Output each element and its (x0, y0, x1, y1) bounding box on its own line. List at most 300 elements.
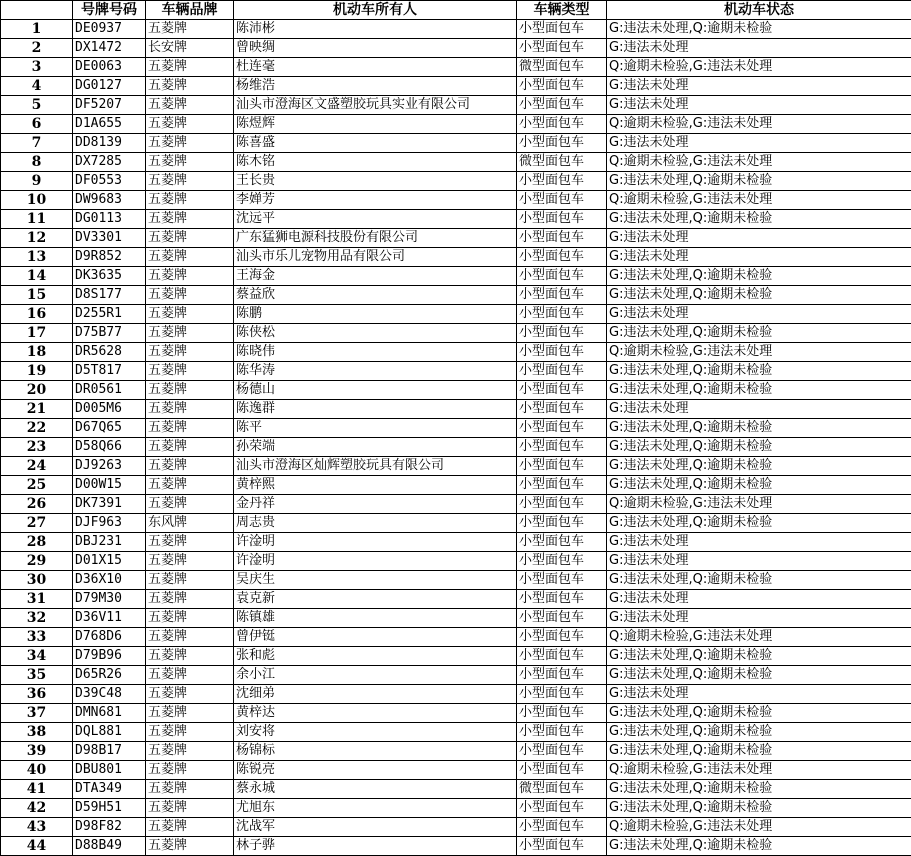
plate-number-cell: D98B17 (73, 742, 146, 761)
vehicle-owner-cell: 陈晓伟 (234, 343, 517, 362)
vehicle-owner-cell: 陈沛彬 (234, 20, 517, 39)
row-number-cell: 41 (1, 780, 73, 799)
vehicle-type-cell: 小型面包车 (517, 248, 607, 267)
vehicle-brand-cell: 东风牌 (146, 514, 234, 533)
vehicle-type-cell: 小型面包车 (517, 191, 607, 210)
vehicle-brand-cell: 五菱牌 (146, 590, 234, 609)
plate-number-cell: DJF963 (73, 514, 146, 533)
vehicle-brand-cell: 五菱牌 (146, 267, 234, 286)
vehicle-type-cell: 小型面包车 (517, 742, 607, 761)
row-number-cell: 5 (1, 96, 73, 115)
vehicle-owner-cell: 陈侠松 (234, 324, 517, 343)
vehicle-status-cell: G:违法未处理 (607, 590, 911, 609)
vehicle-type-cell: 微型面包车 (517, 153, 607, 172)
plate-number-cell: DMN681 (73, 704, 146, 723)
plate-number-cell: D01X15 (73, 552, 146, 571)
vehicle-type-cell: 小型面包车 (517, 77, 607, 96)
vehicle-type-cell: 小型面包车 (517, 685, 607, 704)
vehicle-type-cell: 小型面包车 (517, 476, 607, 495)
vehicle-owner-cell: 陈煜辉 (234, 115, 517, 134)
vehicle-type-cell: 小型面包车 (517, 115, 607, 134)
table-row (1, 115, 911, 134)
vehicle-owner-cell: 尤旭东 (234, 799, 517, 818)
header-vehicle-status: 机动车状态 (607, 1, 911, 20)
row-number-cell: 31 (1, 590, 73, 609)
table-body (1, 20, 911, 856)
vehicle-status-cell: G:违法未处理,Q:逾期未检验 (607, 210, 911, 229)
vehicle-brand-cell: 五菱牌 (146, 761, 234, 780)
vehicle-status-cell: Q:逾期未检验,G:违法未处理 (607, 153, 911, 172)
vehicle-type-cell: 小型面包车 (517, 457, 607, 476)
row-number-cell: 26 (1, 495, 73, 514)
vehicle-status-cell: G:违法未处理,Q:逾期未检验 (607, 362, 911, 381)
vehicle-owner-cell: 许淦明 (234, 533, 517, 552)
table-row (1, 628, 911, 647)
vehicle-brand-cell: 长安牌 (146, 39, 234, 58)
plate-number-cell: D8S177 (73, 286, 146, 305)
vehicle-type-cell: 小型面包车 (517, 210, 607, 229)
table-header (1, 1, 911, 20)
vehicle-status-cell: G:违法未处理,Q:逾期未检验 (607, 780, 911, 799)
vehicle-type-cell: 小型面包车 (517, 134, 607, 153)
row-number-cell: 21 (1, 400, 73, 419)
vehicle-brand-cell: 五菱牌 (146, 400, 234, 419)
vehicle-type-cell: 小型面包车 (517, 590, 607, 609)
vehicle-owner-cell: 金丹祥 (234, 495, 517, 514)
plate-number-cell: DJ9263 (73, 457, 146, 476)
vehicle-type-cell: 小型面包车 (517, 666, 607, 685)
table-row (1, 571, 911, 590)
plate-number-cell: D88B49 (73, 837, 146, 856)
plate-number-cell: DR5628 (73, 343, 146, 362)
vehicle-status-cell: G:违法未处理,Q:逾期未检验 (607, 324, 911, 343)
table-row (1, 590, 911, 609)
vehicle-brand-cell: 五菱牌 (146, 172, 234, 191)
vehicle-type-cell: 小型面包车 (517, 799, 607, 818)
plate-number-cell: DG0127 (73, 77, 146, 96)
header-vehicle-brand: 车辆品牌 (146, 1, 234, 20)
vehicle-type-cell: 小型面包车 (517, 514, 607, 533)
vehicle-type-cell: 小型面包车 (517, 837, 607, 856)
vehicle-brand-cell: 五菱牌 (146, 324, 234, 343)
vehicle-brand-cell: 五菱牌 (146, 438, 234, 457)
row-number-cell: 37 (1, 704, 73, 723)
vehicle-status-cell: G:违法未处理 (607, 96, 911, 115)
vehicle-brand-cell: 五菱牌 (146, 191, 234, 210)
row-number-cell: 24 (1, 457, 73, 476)
table-row (1, 191, 911, 210)
table-row (1, 172, 911, 191)
row-number-cell: 20 (1, 381, 73, 400)
vehicle-status-cell: G:违法未处理 (607, 609, 911, 628)
table-row (1, 248, 911, 267)
vehicle-brand-cell: 五菱牌 (146, 628, 234, 647)
table-row (1, 457, 911, 476)
vehicle-owner-cell: 黄梓达 (234, 704, 517, 723)
table-row (1, 267, 911, 286)
row-number-cell: 33 (1, 628, 73, 647)
vehicle-type-cell: 小型面包车 (517, 818, 607, 837)
vehicle-owner-cell: 黄梓熙 (234, 476, 517, 495)
vehicle-owner-cell: 杨维浩 (234, 77, 517, 96)
row-number-cell: 8 (1, 153, 73, 172)
vehicle-status-cell: Q:逾期未检验,G:违法未处理 (607, 191, 911, 210)
vehicle-owner-cell: 陈锐亮 (234, 761, 517, 780)
vehicle-brand-cell: 五菱牌 (146, 647, 234, 666)
row-number-cell: 25 (1, 476, 73, 495)
vehicle-status-cell: G:违法未处理,Q:逾期未检验 (607, 514, 911, 533)
row-number-cell: 29 (1, 552, 73, 571)
vehicle-type-cell: 小型面包车 (517, 495, 607, 514)
row-number-cell: 12 (1, 229, 73, 248)
row-number-cell: 7 (1, 134, 73, 153)
plate-number-cell: DR0561 (73, 381, 146, 400)
vehicle-brand-cell: 五菱牌 (146, 115, 234, 134)
vehicle-type-cell: 微型面包车 (517, 58, 607, 77)
row-number-cell: 34 (1, 647, 73, 666)
vehicle-status-cell: G:违法未处理,Q:逾期未检验 (607, 647, 911, 666)
vehicle-type-cell: 小型面包车 (517, 96, 607, 115)
vehicle-brand-cell: 五菱牌 (146, 723, 234, 742)
vehicle-brand-cell: 五菱牌 (146, 666, 234, 685)
plate-number-cell: D36V11 (73, 609, 146, 628)
plate-number-cell: DX7285 (73, 153, 146, 172)
vehicle-type-cell: 小型面包车 (517, 438, 607, 457)
plate-number-cell: D255R1 (73, 305, 146, 324)
table-row (1, 609, 911, 628)
vehicle-status-cell: G:违法未处理,Q:逾期未检验 (607, 666, 911, 685)
table-row (1, 476, 911, 495)
vehicle-owner-cell: 袁克新 (234, 590, 517, 609)
vehicle-owner-cell: 杨德山 (234, 381, 517, 400)
table-row (1, 343, 911, 362)
vehicle-status-cell: G:违法未处理,Q:逾期未检验 (607, 419, 911, 438)
plate-number-cell: D36X10 (73, 571, 146, 590)
vehicle-owner-cell: 张和彪 (234, 647, 517, 666)
table-row (1, 742, 911, 761)
vehicle-owner-cell: 陈鹏 (234, 305, 517, 324)
vehicle-owner-cell: 曾伊铤 (234, 628, 517, 647)
vehicle-brand-cell: 五菱牌 (146, 248, 234, 267)
plate-number-cell: D00W15 (73, 476, 146, 495)
vehicle-type-cell: 小型面包车 (517, 533, 607, 552)
row-number-cell: 22 (1, 419, 73, 438)
table-row (1, 666, 911, 685)
vehicle-status-cell: Q:逾期未检验,G:违法未处理 (607, 115, 911, 134)
vehicle-status-cell: G:违法未处理,Q:逾期未检验 (607, 20, 911, 39)
vehicle-brand-cell: 五菱牌 (146, 685, 234, 704)
vehicle-brand-cell: 五菱牌 (146, 362, 234, 381)
row-number-cell: 30 (1, 571, 73, 590)
row-number-cell: 15 (1, 286, 73, 305)
table-row (1, 685, 911, 704)
vehicle-status-cell: G:违法未处理 (607, 134, 911, 153)
vehicle-brand-cell: 五菱牌 (146, 96, 234, 115)
plate-number-cell: DQL881 (73, 723, 146, 742)
table-row (1, 837, 911, 856)
table-row (1, 96, 911, 115)
vehicle-type-cell: 小型面包车 (517, 362, 607, 381)
table-row (1, 818, 911, 837)
vehicle-brand-cell: 五菱牌 (146, 58, 234, 77)
vehicle-status-cell: G:违法未处理,Q:逾期未检验 (607, 571, 911, 590)
vehicle-owner-cell: 蔡永城 (234, 780, 517, 799)
vehicle-owner-cell: 王长贵 (234, 172, 517, 191)
plate-number-cell: DE0063 (73, 58, 146, 77)
table-row (1, 229, 911, 248)
plate-number-cell: DW9683 (73, 191, 146, 210)
row-number-cell: 6 (1, 115, 73, 134)
vehicle-status-cell: G:违法未处理,Q:逾期未检验 (607, 438, 911, 457)
vehicle-brand-cell: 五菱牌 (146, 343, 234, 362)
vehicle-owner-cell: 李婵芳 (234, 191, 517, 210)
header-vehicle-type: 车辆类型 (517, 1, 607, 20)
vehicle-owner-cell: 蔡益欣 (234, 286, 517, 305)
header-row (1, 1, 911, 20)
vehicle-brand-cell: 五菱牌 (146, 799, 234, 818)
table-row (1, 39, 911, 58)
vehicle-status-cell: G:违法未处理,Q:逾期未检验 (607, 837, 911, 856)
vehicle-owner-cell: 汕头市澄海区灿辉塑胶玩具有限公司 (234, 457, 517, 476)
plate-number-cell: D58Q66 (73, 438, 146, 457)
vehicle-owner-cell: 汕头市乐儿宠物用品有限公司 (234, 248, 517, 267)
row-number-cell: 27 (1, 514, 73, 533)
plate-number-cell: DK3635 (73, 267, 146, 286)
vehicle-status-cell: G:违法未处理 (607, 533, 911, 552)
vehicle-type-cell: 小型面包车 (517, 609, 607, 628)
row-number-cell: 38 (1, 723, 73, 742)
table-row (1, 552, 911, 571)
vehicle-status-cell: Q:逾期未检验,G:违法未处理 (607, 495, 911, 514)
row-number-cell: 14 (1, 267, 73, 286)
vehicle-status-cell: G:违法未处理,Q:逾期未检验 (607, 457, 911, 476)
row-number-cell: 19 (1, 362, 73, 381)
vehicle-brand-cell: 五菱牌 (146, 837, 234, 856)
vehicle-brand-cell: 五菱牌 (146, 20, 234, 39)
table-row (1, 419, 911, 438)
vehicle-owner-cell: 周志贵 (234, 514, 517, 533)
vehicle-status-cell: G:违法未处理 (607, 248, 911, 267)
row-number-cell: 3 (1, 58, 73, 77)
table-row (1, 704, 911, 723)
table-row (1, 438, 911, 457)
row-number-cell: 13 (1, 248, 73, 267)
vehicle-owner-cell: 沈细弟 (234, 685, 517, 704)
plate-number-cell: D65R26 (73, 666, 146, 685)
table-row (1, 286, 911, 305)
row-number-cell: 18 (1, 343, 73, 362)
table-row (1, 799, 911, 818)
table-row (1, 780, 911, 799)
table-row (1, 77, 911, 96)
vehicle-status-cell: G:违法未处理 (607, 229, 911, 248)
vehicle-brand-cell: 五菱牌 (146, 571, 234, 590)
vehicle-owner-cell: 沈远平 (234, 210, 517, 229)
vehicle-type-cell: 小型面包车 (517, 305, 607, 324)
plate-number-cell: D9R852 (73, 248, 146, 267)
vehicle-owner-cell: 杜连毫 (234, 58, 517, 77)
plate-number-cell: DBJ231 (73, 533, 146, 552)
table-row (1, 381, 911, 400)
vehicle-brand-cell: 五菱牌 (146, 818, 234, 837)
vehicle-status-cell: G:违法未处理,Q:逾期未检验 (607, 723, 911, 742)
vehicle-brand-cell: 五菱牌 (146, 780, 234, 799)
plate-number-cell: D005M6 (73, 400, 146, 419)
vehicle-status-cell: Q:逾期未检验,G:违法未处理 (607, 818, 911, 837)
vehicle-owner-cell: 陈木铭 (234, 153, 517, 172)
plate-number-cell: D75B77 (73, 324, 146, 343)
vehicle-status-cell: G:违法未处理,Q:逾期未检验 (607, 267, 911, 286)
vehicle-brand-cell: 五菱牌 (146, 476, 234, 495)
row-number-cell: 43 (1, 818, 73, 837)
vehicle-type-cell: 小型面包车 (517, 324, 607, 343)
plate-number-cell: D67Q65 (73, 419, 146, 438)
vehicle-status-cell: G:违法未处理,Q:逾期未检验 (607, 286, 911, 305)
header-vehicle-owner: 机动车所有人 (234, 1, 517, 20)
plate-number-cell: DF5207 (73, 96, 146, 115)
vehicle-brand-cell: 五菱牌 (146, 134, 234, 153)
plate-number-cell: DE0937 (73, 20, 146, 39)
vehicle-owner-cell: 杨锦标 (234, 742, 517, 761)
vehicle-brand-cell: 五菱牌 (146, 210, 234, 229)
row-number-cell: 42 (1, 799, 73, 818)
plate-number-cell: D98F82 (73, 818, 146, 837)
vehicle-brand-cell: 五菱牌 (146, 552, 234, 571)
vehicle-owner-cell: 汕头市澄海区文盛塑胶玩具实业有限公司 (234, 96, 517, 115)
plate-number-cell: DV3301 (73, 229, 146, 248)
row-number-cell: 35 (1, 666, 73, 685)
table-row (1, 305, 911, 324)
vehicle-brand-cell: 五菱牌 (146, 305, 234, 324)
table-row (1, 761, 911, 780)
table-row (1, 495, 911, 514)
vehicle-brand-cell: 五菱牌 (146, 609, 234, 628)
header-plate-number: 号牌号码 (73, 1, 146, 20)
vehicle-status-cell: G:违法未处理,Q:逾期未检验 (607, 476, 911, 495)
row-number-cell: 40 (1, 761, 73, 780)
vehicle-type-cell: 小型面包车 (517, 343, 607, 362)
table-row (1, 723, 911, 742)
table-row (1, 533, 911, 552)
table-row (1, 58, 911, 77)
vehicle-owner-cell: 吴庆生 (234, 571, 517, 590)
vehicle-status-cell: G:违法未处理,Q:逾期未检验 (607, 799, 911, 818)
vehicle-type-cell: 小型面包车 (517, 704, 607, 723)
row-number-cell: 23 (1, 438, 73, 457)
vehicle-owner-cell: 孙荣端 (234, 438, 517, 457)
vehicle-type-cell: 小型面包车 (517, 20, 607, 39)
row-number-cell: 10 (1, 191, 73, 210)
vehicle-owner-cell: 陈喜盛 (234, 134, 517, 153)
plate-number-cell: DTA349 (73, 780, 146, 799)
vehicle-owner-cell: 陈逸群 (234, 400, 517, 419)
table-row (1, 647, 911, 666)
table-row (1, 20, 911, 39)
vehicle-owner-cell: 沈战军 (234, 818, 517, 837)
table-row (1, 362, 911, 381)
plate-number-cell: D79M30 (73, 590, 146, 609)
vehicle-brand-cell: 五菱牌 (146, 704, 234, 723)
vehicle-brand-cell: 五菱牌 (146, 77, 234, 96)
vehicle-brand-cell: 五菱牌 (146, 457, 234, 476)
vehicle-status-cell: G:违法未处理 (607, 77, 911, 96)
plate-number-cell: DF0553 (73, 172, 146, 191)
vehicle-owner-cell: 陈镇雄 (234, 609, 517, 628)
table-row (1, 134, 911, 153)
row-number-cell: 36 (1, 685, 73, 704)
plate-number-cell: D39C48 (73, 685, 146, 704)
plate-number-cell: DK7391 (73, 495, 146, 514)
row-number-cell: 1 (1, 20, 73, 39)
vehicle-owner-cell: 许淦明 (234, 552, 517, 571)
vehicle-status-cell: G:违法未处理 (607, 552, 911, 571)
plate-number-cell: D1A655 (73, 115, 146, 134)
vehicle-owner-cell: 曾映绸 (234, 39, 517, 58)
row-number-cell: 39 (1, 742, 73, 761)
vehicle-type-cell: 小型面包车 (517, 571, 607, 590)
plate-number-cell: D59H51 (73, 799, 146, 818)
vehicle-status-cell: G:违法未处理,Q:逾期未检验 (607, 704, 911, 723)
vehicle-brand-cell: 五菱牌 (146, 495, 234, 514)
vehicle-status-cell: G:违法未处理 (607, 39, 911, 58)
vehicle-owner-cell: 林子骅 (234, 837, 517, 856)
vehicle-status-cell: G:违法未处理,Q:逾期未检验 (607, 172, 911, 191)
vehicle-status-cell: Q:逾期未检验,G:违法未处理 (607, 628, 911, 647)
row-number-cell: 16 (1, 305, 73, 324)
vehicle-type-cell: 小型面包车 (517, 172, 607, 191)
vehicle-type-cell: 小型面包车 (517, 267, 607, 286)
vehicle-brand-cell: 五菱牌 (146, 381, 234, 400)
table-row (1, 514, 911, 533)
table-row (1, 324, 911, 343)
vehicle-type-cell: 小型面包车 (517, 381, 607, 400)
row-number-cell: 2 (1, 39, 73, 58)
vehicle-owner-cell: 余小江 (234, 666, 517, 685)
vehicle-owner-cell: 陈平 (234, 419, 517, 438)
vehicle-type-cell: 微型面包车 (517, 780, 607, 799)
vehicle-brand-cell: 五菱牌 (146, 286, 234, 305)
vehicle-type-cell: 小型面包车 (517, 400, 607, 419)
vehicle-owner-cell: 王海金 (234, 267, 517, 286)
plate-number-cell: D5T817 (73, 362, 146, 381)
vehicle-status-cell: Q:逾期未检验,G:违法未处理 (607, 58, 911, 77)
vehicle-type-cell: 小型面包车 (517, 419, 607, 438)
vehicle-owner-cell: 陈华涛 (234, 362, 517, 381)
vehicle-type-cell: 小型面包车 (517, 552, 607, 571)
vehicle-type-cell: 小型面包车 (517, 723, 607, 742)
vehicle-status-cell: Q:逾期未检验,G:违法未处理 (607, 761, 911, 780)
vehicle-brand-cell: 五菱牌 (146, 229, 234, 248)
table-row (1, 210, 911, 229)
row-number-cell: 44 (1, 837, 73, 856)
vehicle-owner-cell: 广东猛狮电源科技股份有限公司 (234, 229, 517, 248)
vehicle-status-cell: G:违法未处理 (607, 685, 911, 704)
vehicle-brand-cell: 五菱牌 (146, 742, 234, 761)
plate-number-cell: DG0113 (73, 210, 146, 229)
row-number-cell: 11 (1, 210, 73, 229)
vehicle-type-cell: 小型面包车 (517, 229, 607, 248)
table-row (1, 400, 911, 419)
plate-number-cell: D768D6 (73, 628, 146, 647)
vehicle-owner-cell: 刘安将 (234, 723, 517, 742)
vehicle-type-cell: 小型面包车 (517, 761, 607, 780)
vehicle-type-cell: 小型面包车 (517, 628, 607, 647)
row-number-cell: 28 (1, 533, 73, 552)
vehicle-type-cell: 小型面包车 (517, 286, 607, 305)
plate-number-cell: DX1472 (73, 39, 146, 58)
plate-number-cell: DD8139 (73, 134, 146, 153)
vehicle-brand-cell: 五菱牌 (146, 419, 234, 438)
